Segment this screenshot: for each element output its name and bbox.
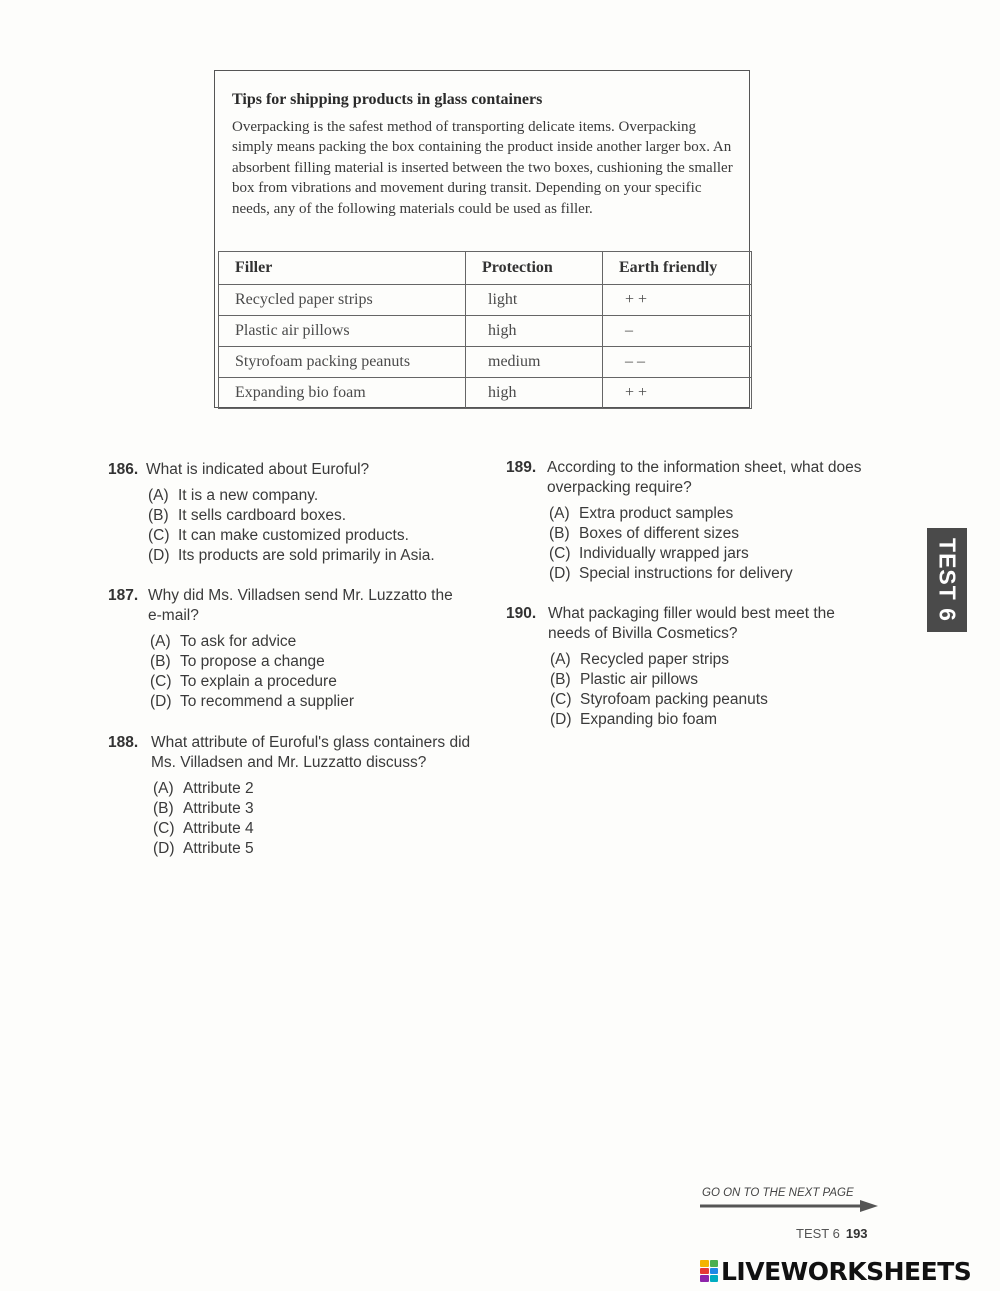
info-box-title: Tips for shipping products in glass containers <box>232 91 543 108</box>
protection-cell: high <box>466 378 603 409</box>
test-label: TEST 6 <box>796 1226 840 1241</box>
answer-option-c[interactable]: (C) Attribute 4 <box>153 820 254 837</box>
answer-option-d[interactable]: (D) Expanding bio foam <box>550 711 718 728</box>
question-186 <box>108 460 468 566</box>
table-row <box>219 285 752 316</box>
question-188 <box>108 733 483 859</box>
table-row <box>219 378 752 409</box>
question-number: 189. <box>506 459 537 476</box>
question-text: What is indicated about Euroful? <box>146 461 370 478</box>
answer-option-b[interactable]: (B) To propose a change <box>150 653 325 670</box>
question-text: What packaging filler would best meet the needs of Bivilla Cosmetics? <box>548 605 835 642</box>
filler-cell: Styrofoam packing peanuts <box>219 347 466 378</box>
side-tab-label: TEST 6 <box>934 538 961 622</box>
info-box-paragraph: Overpacking is the safest method of transporting delicate items. Overpacking simply means packing the box containing the product inside another larger box. An absorbent filling material is inserted between the two boxes, cushioning the smaller box from vibrations and movement during transit. Depending on your specific needs, any of the following materials could be used as filler. <box>232 119 733 217</box>
filler-table-header-row <box>219 252 752 285</box>
answer-option-c[interactable]: (C) Styrofoam packing peanuts <box>550 691 768 708</box>
info-box <box>214 70 750 408</box>
answer-option-a[interactable]: (A) Attribute 2 <box>153 780 254 797</box>
answer-option-b[interactable]: (B) Plastic air pillows <box>550 671 699 688</box>
go-on-label: GO ON TO THE NEXT PAGE <box>702 1187 854 1199</box>
answer-option-d[interactable]: (D) Attribute 5 <box>153 840 254 857</box>
answer-option-b[interactable]: (B) Boxes of different sizes <box>549 525 739 542</box>
protection-cell: high <box>466 316 603 347</box>
question-number: 190. <box>506 605 537 622</box>
earth-friendly-cell: + + <box>603 378 752 409</box>
earth-friendly-header: Earth friendly <box>603 252 752 285</box>
filler-cell: Plastic air pillows <box>219 316 466 347</box>
question-189 <box>506 458 866 584</box>
question-text: What attribute of Euroful's glass containers did Ms. Villadsen and Mr. Luzzatto discuss? <box>151 734 471 771</box>
question-text: Why did Ms. Villadsen send Mr. Luzzatto the e-mail? <box>148 587 453 624</box>
answer-option-a[interactable]: (A) It is a new company. <box>148 487 319 504</box>
answer-option-a[interactable]: (A) Recycled paper strips <box>550 651 730 668</box>
answer-option-a[interactable]: (A) To ask for advice <box>150 633 297 650</box>
answer-option-b[interactable]: (B) It sells cardboard boxes. <box>148 507 347 524</box>
answer-option-d[interactable]: (D) Its products are sold primarily in Asia. <box>148 547 435 564</box>
page-footer <box>796 1226 868 1241</box>
protection-header: Protection <box>466 252 603 285</box>
filler-cell: Recycled paper strips <box>219 285 466 316</box>
protection-cell: light <box>466 285 603 316</box>
filler-table <box>218 251 752 409</box>
table-row <box>219 316 752 347</box>
question-number: 187. <box>108 587 139 604</box>
answer-option-b[interactable]: (B) Attribute 3 <box>153 800 254 817</box>
table-row <box>219 347 752 378</box>
question-number: 186. <box>108 461 139 478</box>
answer-option-a[interactable]: (A) Extra product samples <box>549 505 734 522</box>
answer-option-d[interactable]: (D) To recommend a supplier <box>150 693 355 710</box>
answer-option-c[interactable]: (C) It can make customized products. <box>148 527 409 544</box>
answer-option-d[interactable]: (D) Special instructions for delivery <box>549 565 793 582</box>
question-187 <box>108 586 453 712</box>
brand-name: LIVEWORKSHEETS <box>721 1256 972 1286</box>
filler-header: Filler <box>219 252 466 285</box>
answer-option-c[interactable]: (C) To explain a procedure <box>150 673 337 690</box>
arrow-right-icon <box>700 1200 878 1212</box>
answer-option-c[interactable]: (C) Individually wrapped jars <box>549 545 749 562</box>
filler-cell: Expanding bio foam <box>219 378 466 409</box>
liveworksheets-logo-icon <box>700 1260 718 1282</box>
earth-friendly-cell: – – <box>603 347 752 378</box>
protection-cell: medium <box>466 347 603 378</box>
earth-friendly-cell: + + <box>603 285 752 316</box>
liveworksheets-brand <box>700 1258 971 1284</box>
page-number: 193 <box>845 1226 868 1241</box>
earth-friendly-cell: – <box>603 316 752 347</box>
question-number: 188. <box>108 734 139 751</box>
question-text: According to the information sheet, what does overpacking require? <box>547 459 862 496</box>
test-side-tab <box>927 528 967 632</box>
question-190 <box>506 604 871 730</box>
